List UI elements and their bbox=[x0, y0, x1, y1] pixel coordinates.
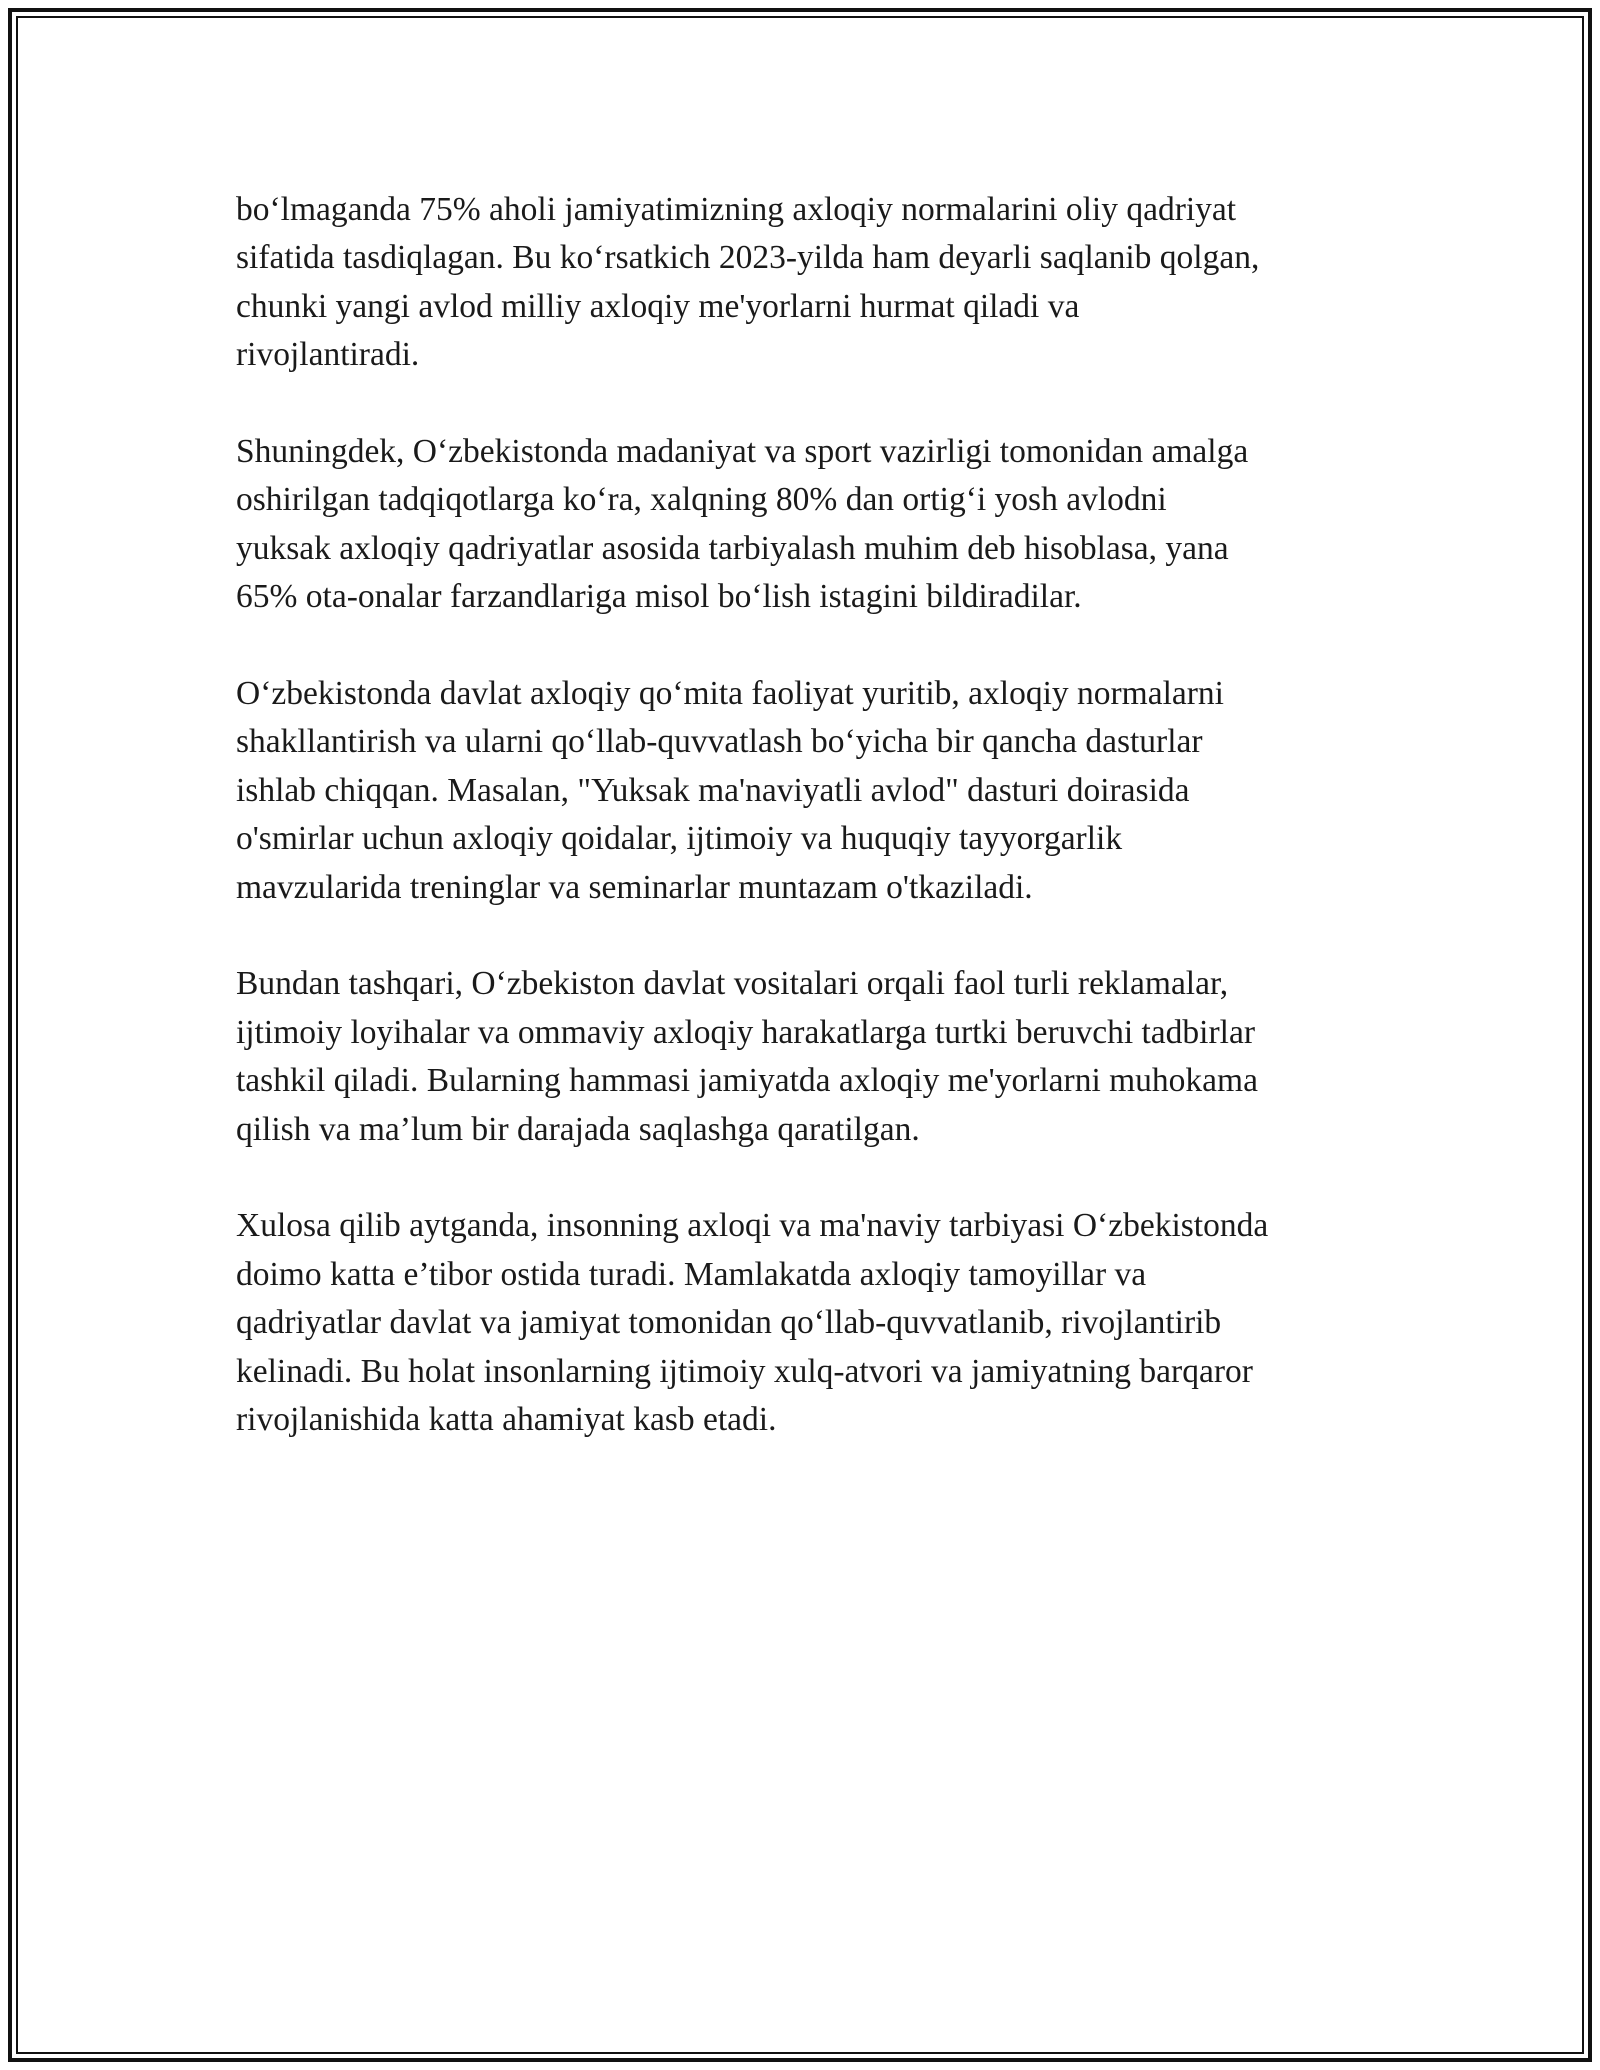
paragraph-conclusion: Xulosa qilib aytganda, insonning axloqi va ma'naviy tarbiyasi O‘zbekistonda doimo katta e’tibor ostida turadi. Mamlakatda axloqiy tamoyillar va qadriyatlar davlat va jamiyat tomonidan qo‘llab-quvvatlanib, rivojlantirib kelinadi. Bu holat insonlarning ijtimoiy xulq-atvori va jamiyatning barqaror rivojlanishida katta ahamiyat kasb etadi. bbox=[236, 1207, 1269, 1439]
paragraph-survey-statistics: bo‘lmaganda 75% aholi jamiyatimizning axloqiy normalarini oliy qadriyat sifatida tasdiqlagan. Bu ko‘rsatkich 2023-yilda ham deyarli saqlanib qolgan, chunki yangi avlod milliy axloqiy me'yorlarni hurmat qiladi va rivojlantiradi. bbox=[236, 191, 1260, 374]
document-body bbox=[236, 186, 1376, 1493]
paragraph-social-projects: Bundan tashqari, O‘zbekiston davlat vositalari orqali faol turli reklamalar, ijtimoiy loyihalar va ommaviy axloqiy harakatlarga turtki beruvchi tadbirlar tashkil qiladi. Bularning hammasi jamiyatda axloqiy me'yorlarni muhokama qilish va ma’lum bir darajada saqlashga qaratilgan. bbox=[236, 965, 1258, 1148]
paragraph-state-committee: O‘zbekistonda davlat axloqiy qo‘mita faoliyat yuritib, axloqiy normalarni shakllantirish va ularni qo‘llab-quvvatlash bo‘yicha bir qancha dasturlar ishlab chiqqan. Masalan, "Yuksak ma'naviyatli avlod" dasturi doirasida o'smirlar uchun axloqiy qoidalar, ijtimoiy va huquqiy tayyorgarlik mavzularida treninglar va seminarlar muntazam o'tkaziladi. bbox=[236, 675, 1224, 906]
paragraph-ministry-research: Shuningdek, O‘zbekistonda madaniyat va sport vazirligi tomonidan amalga oshirilgan tadqiqotlarga ko‘ra, xalqning 80% dan ortig‘i yosh avlodni yuksak axloqiy qadriyatlar asosida tarbiyalash muhim deb hisoblasa, yana 65% ota-onalar farzandlariga misol bo‘lish istagini bildiradilar. bbox=[236, 433, 1249, 616]
